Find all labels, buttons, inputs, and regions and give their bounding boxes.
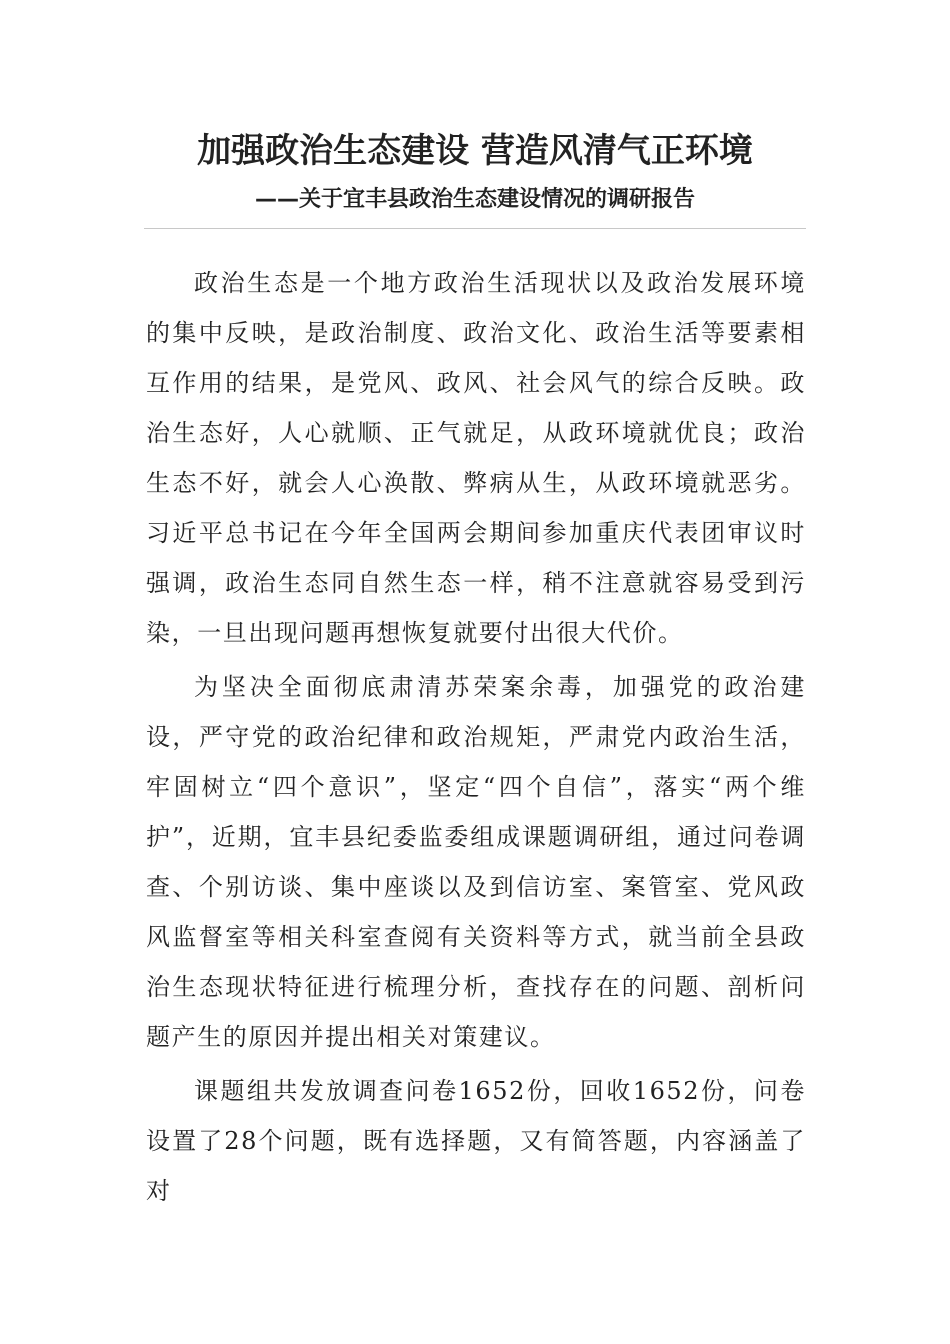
paragraph-1: 政治生态是一个地方政治生活现状以及政治发展环境的集中反映，是政治制度、政治文化、政治生活等要素相互作用的结果，是党风、政风、社会风气的综合反映。政治生态好，人心就顺、正气就足，从政环境就优良；政治生态不好，就会人心涣散、弊病从生，从政环境就恶劣。习近平总书记在今年全国两会期间参加重庆代表团审议时强调，政治生态同自然生态一样，稍不注意就容易受到污染，一旦出现问题再想恢复就要付出很大代价。 [146,269,806,647]
document-title: 加强政治生态建设 营造风清气正环境 [197,131,753,171]
document-subtitle: ——关于宜丰县政治生态建设情况的调研报告 [254,187,695,212]
paragraph-2: 为坚决全面彻底肃清苏荣案余毒，加强党的政治建设，严守党的政治纪律和政治规矩，严肃党内政治生活，牢固树立“四个意识”，坚定“四个自信”，落实“两个维护”，近期，宜丰县纪委监委组成课题调研组，通过问卷调查、个别访谈、集中座谈以及到信访室、案管室、党风政风监督室等相关科室查阅有关资料等方式，就当前全县政治生态现状特征进行梳理分析，查找存在的问题、剖析问题产生的原因并提出相关对策建议。 [146,673,806,1051]
title-divider [144,228,806,229]
paragraph-3: 课题组共发放调查问卷1652份，回收1652份，问卷设置了28个问题，既有选择题，又有简答题，内容涵盖了对 [146,1077,806,1205]
document-body [146,258,806,1216]
